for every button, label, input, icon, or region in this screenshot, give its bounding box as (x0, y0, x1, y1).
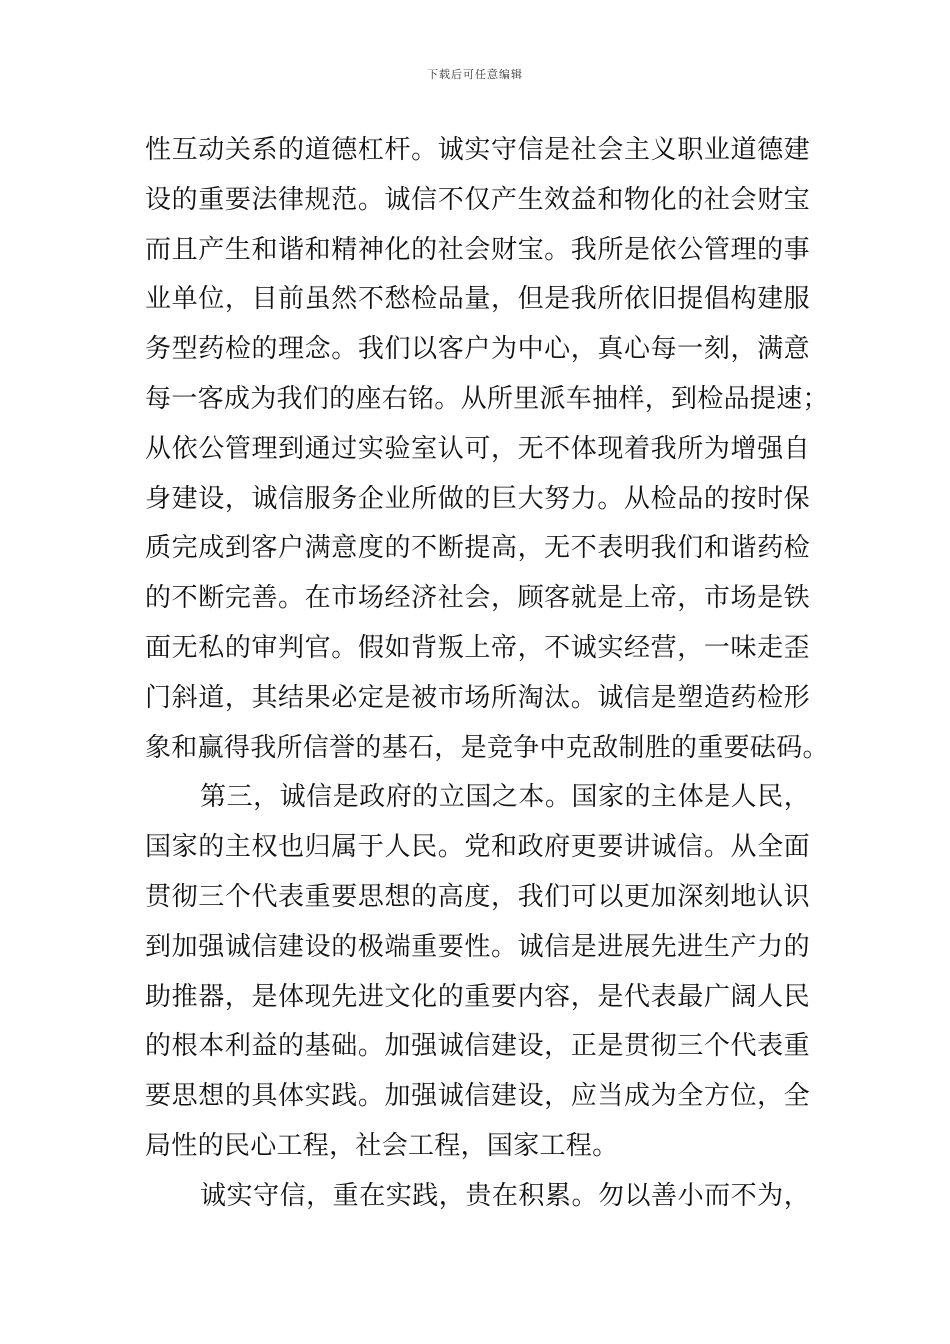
paragraph-start-line: 诚实守信，重在实践，贵在积累。勿以善小而不为， (200, 1180, 810, 1211)
text-line: 助推器，是体现先进文化的重要内容，是代表最广阔人民 (145, 981, 810, 1012)
text-line: 质完成到客户满意度的不断提高，无不表明我们和谐药检 (145, 533, 810, 564)
text-line: 的根本利益的基础。加强诚信建设，正是贯彻三个代表重 (145, 1031, 810, 1062)
text-line: 业单位，目前虽然不愁检品量，但是我所依旧提倡构建服 (145, 284, 810, 315)
text-line: 务型药检的理念。我们以客户为中心，真心每一刻，满意 (145, 334, 810, 365)
text-line: 每一客成为我们的座右铭。从所里派车抽样，到检品提速； (145, 383, 829, 414)
page-header: 下载后可任意编辑 (427, 68, 523, 81)
text-line: 从依公管理到通过实验室认可，无不体现着我所为增强自 (145, 433, 810, 464)
text-line: 身建设，诚信服务企业所做的巨大努力。从检品的按时保 (145, 483, 810, 514)
text-line: 门斜道，其结果必定是被市场所淘汰。诚信是塑造药检形 (145, 682, 810, 713)
paragraph-end-line: 局性的民心工程，社会工程，国家工程。 (145, 1130, 619, 1161)
text-line: 到加强诚信建设的极端重要性。诚信是进展先进生产力的 (145, 931, 810, 962)
text-line: 国家的主权也归属于人民。党和政府更要讲诚信。从全面 (145, 832, 810, 863)
paragraph-start-line: 第三，诚信是政府的立国之本。国家的主体是人民， (200, 782, 810, 813)
document-body (145, 126, 829, 1222)
text-line: 的不断完善。在市场经济社会，顾客就是上帝，市场是铁 (145, 583, 810, 614)
text-line: 要思想的具体实践。加强诚信建设，应当成为全方位，全 (145, 1081, 810, 1112)
text-line: 贯彻三个代表重要思想的高度，我们可以更加深刻地认识 (145, 881, 810, 912)
text-line: 面无私的审判官。假如背叛上帝，不诚实经营，一味走歪 (145, 632, 810, 663)
text-line: 而且产生和谐和精神化的社会财宝。我所是依公管理的事 (145, 234, 810, 265)
text-line: 象和赢得我所信誉的基石，是竞争中克敌制胜的重要砝码。 (145, 732, 829, 763)
text-line: 性互动关系的道德杠杆。诚实守信是社会主义职业道德建 (145, 135, 810, 165)
text-line: 设的重要法律规范。诚信不仅产生效益和物化的社会财宝 (145, 184, 810, 215)
